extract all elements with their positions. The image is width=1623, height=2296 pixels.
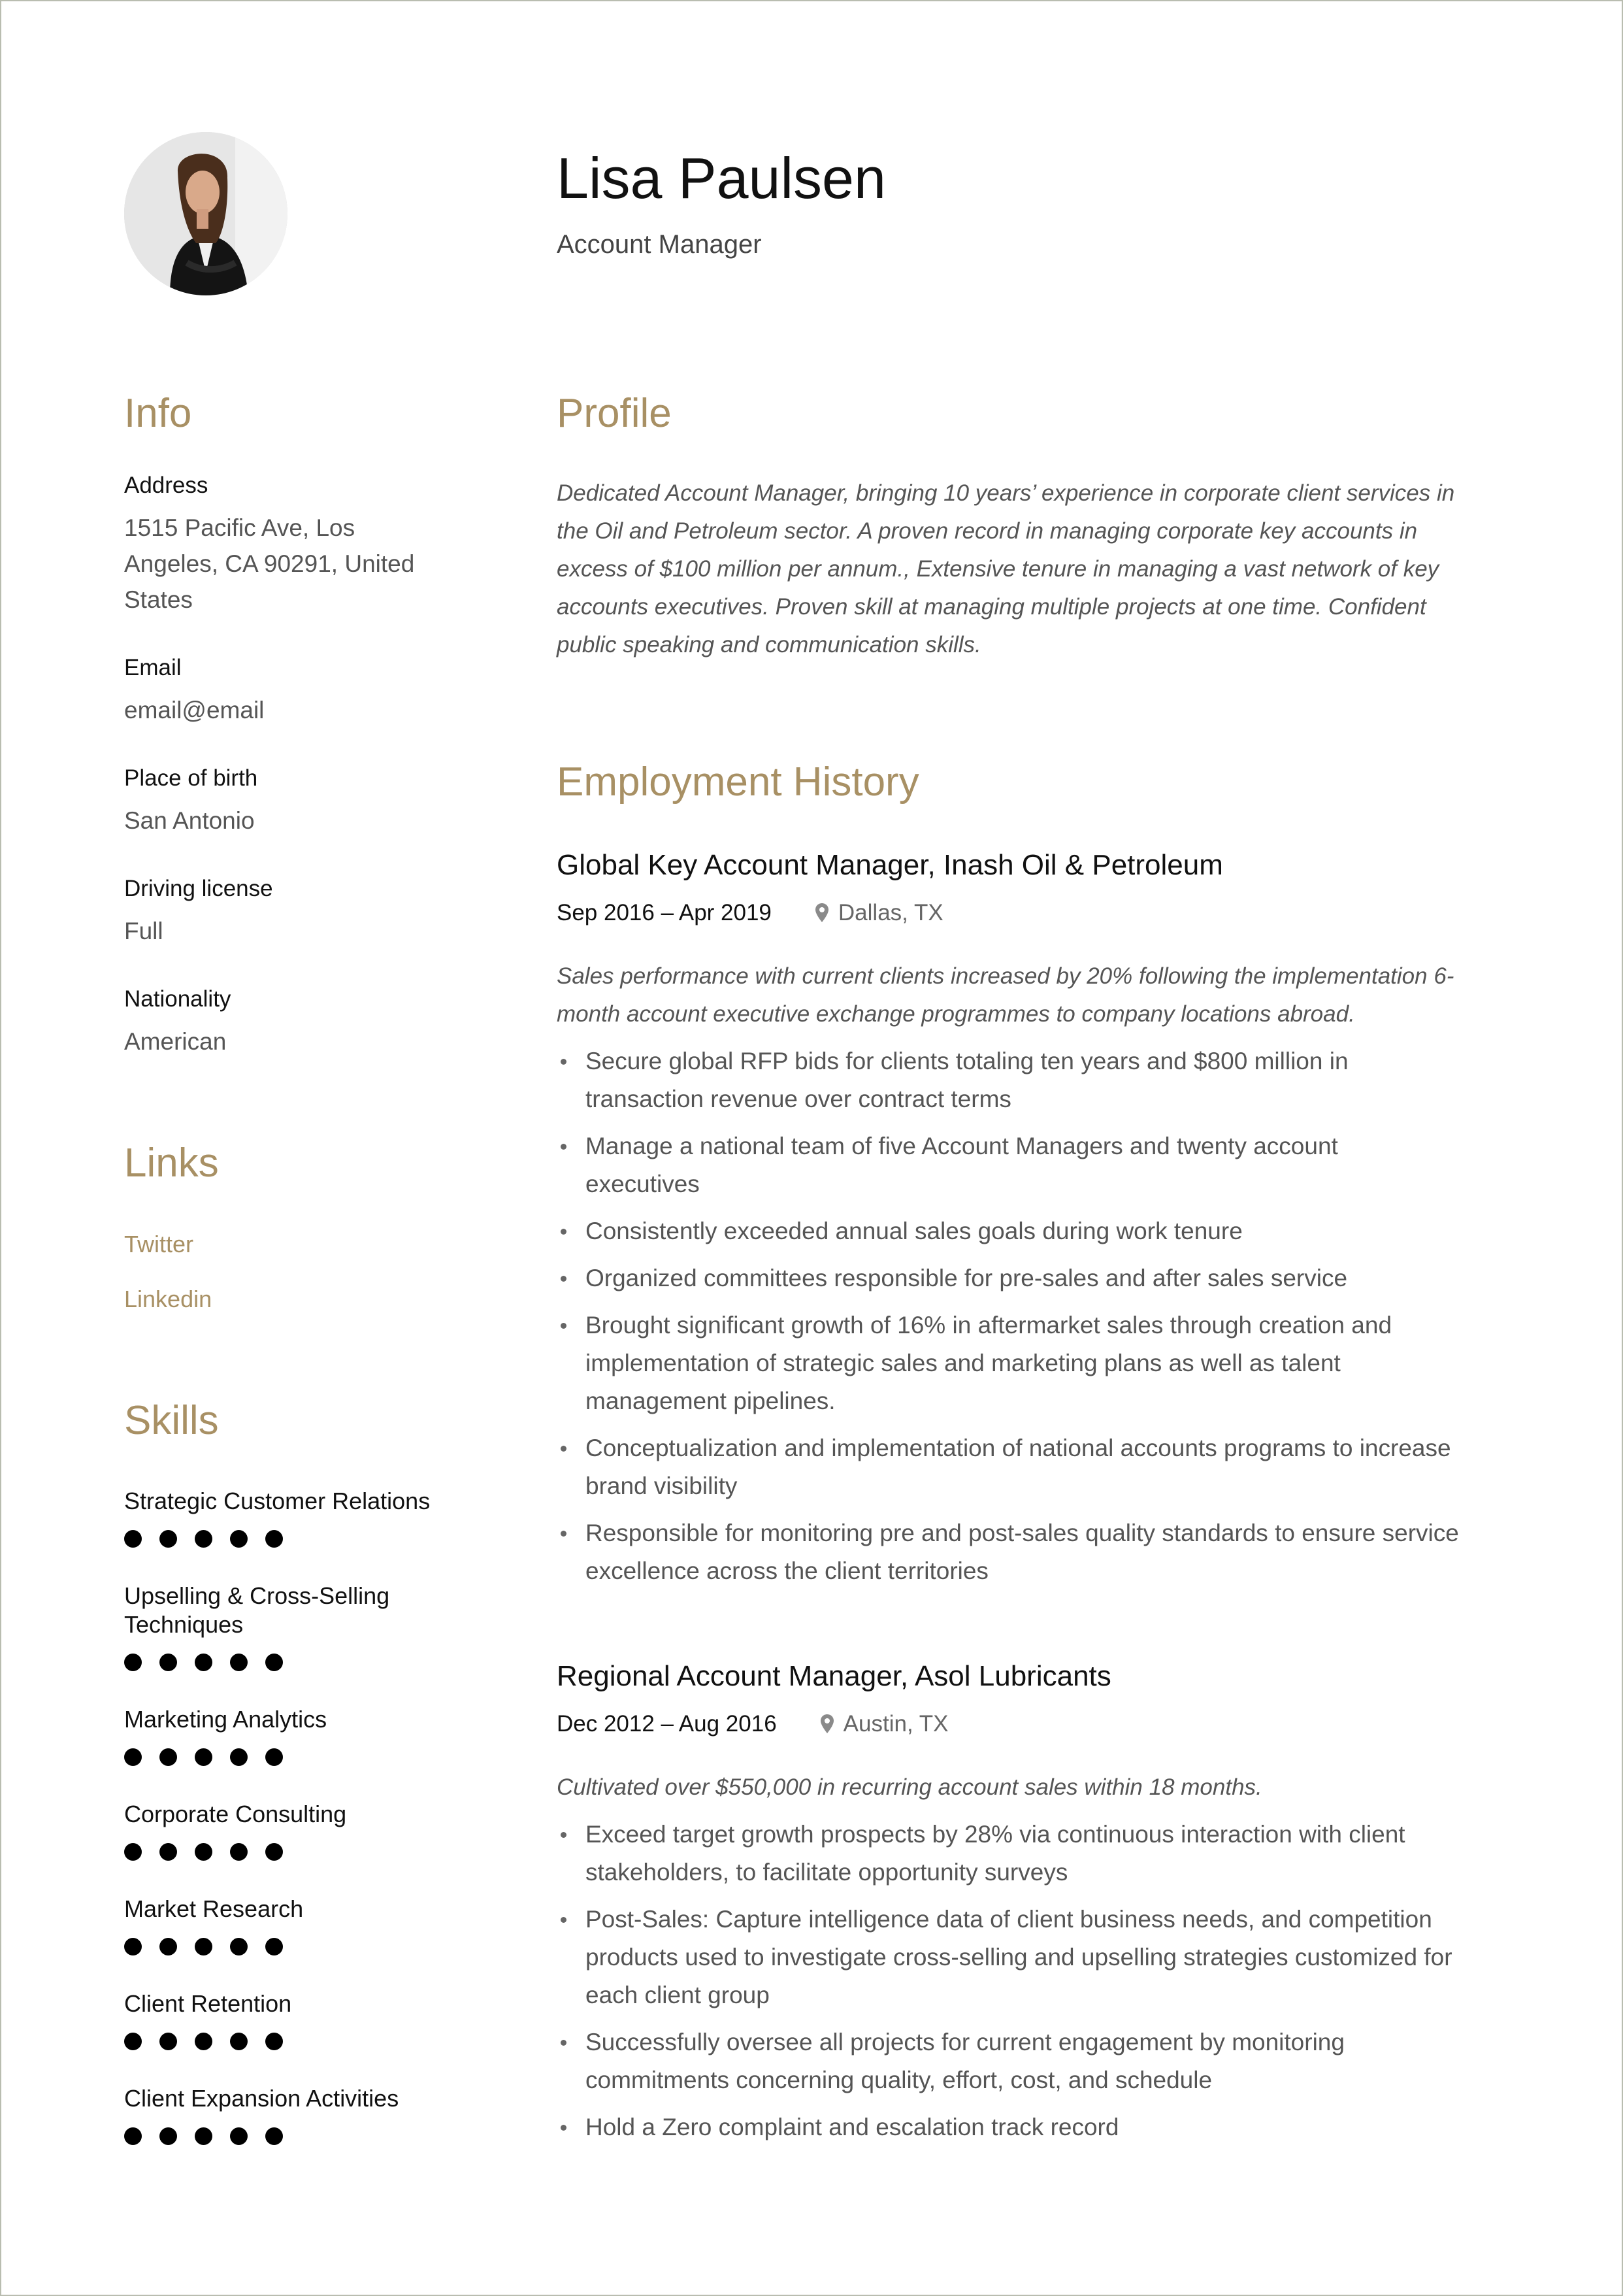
skill-level-dot [195,2033,212,2050]
profile-line: accounts executives. Proven skill at managing multiple projects at one time. Confident [557,594,1426,620]
job-summary [557,1769,1491,1806]
nationality-block [124,986,490,1059]
skill-item [124,1705,490,1766]
job-entry [557,1659,1491,2146]
job-bullet [557,1901,1491,2014]
location-pin-icon [820,1714,834,1735]
job-summary [557,957,1491,1033]
job-title: Global Key Account Manager, Inash Oil & Petroleum [557,849,1223,881]
job-entry [557,848,1491,1590]
job-bullet-line: commitments concerning quality, effort, cost, and schedule [585,2066,1213,2093]
license-block [124,875,490,949]
skill-level-dot [265,1843,283,1861]
skill-level-dot [265,2127,283,2145]
linkedin-link[interactable]: Linkedin [124,1286,212,1312]
skill-level-dot [124,1843,142,1861]
skill-level-dots [124,1654,490,1671]
skill-level-dot [124,1938,142,1955]
job-summary-line: Cultivated over $550,000 in recurring account sales within 18 months. [557,1774,1262,1800]
birth-block [124,765,490,839]
skill-item [124,2084,490,2145]
skill-level-dot [159,1530,177,1548]
job-bullet [557,1429,1491,1505]
skill-level-dot [159,1748,177,1766]
skill-level-dots [124,2033,490,2050]
job-dates: Sep 2016 – Apr 2019 [557,899,772,925]
bullet-dot-icon [561,1323,566,1329]
skill-level-dot [124,1654,142,1671]
skill-name: Upselling & Cross-Selling Techniques [124,1582,390,1638]
skill-item [124,1989,490,2050]
job-bullet-line: Brought significant growth of 16% in aftermarket sales through creation and [585,1311,1392,1339]
skill-level-dot [230,1938,248,1955]
skill-level-dot [159,2127,177,2145]
job-dates: Dec 2012 – Aug 2016 [557,1710,777,1737]
bullet-dot-icon [561,1531,566,1537]
address-line: States [124,586,193,613]
job-bullets [557,1816,1491,2146]
info-heading: Info [124,391,192,436]
job-bullet [557,1127,1491,1203]
skill-level-dot [230,1748,248,1766]
job-bullet-line: transaction revenue over contract terms [585,1085,1011,1112]
skill-level-dot [195,1843,212,1861]
job-bullet [557,1259,1491,1297]
license-label: Driving license [124,876,273,901]
profile-summary [557,474,1491,664]
job-location-text: Austin, TX [843,1710,949,1737]
address-block [124,472,490,618]
skill-level-dot [265,1654,283,1671]
skill-level-dot [265,1938,283,1955]
bullet-dot-icon [561,1276,566,1282]
job-bullet [557,1816,1491,1891]
job-bullet-line: brand visibility [585,1472,738,1499]
skill-level-dot [230,2033,248,2050]
links-heading: Links [124,1140,219,1186]
job-bullets [557,1042,1491,1590]
skill-level-dot [195,2127,212,2145]
skill-level-dot [195,1938,212,1955]
skill-name: Client Expansion Activities [124,2085,399,2112]
profile-line: excess of $100 million per annum., Extensive tenure in managing a vast network of key [557,556,1439,582]
job-bullet [557,1212,1491,1250]
profile-heading: Profile [557,391,672,436]
bullet-dot-icon [561,1229,566,1235]
job-bullet-line: Secure global RFP bids for clients totaling ten years and $800 million in [585,1047,1349,1074]
skill-level-dot [230,1843,248,1861]
location-pin-icon [815,903,829,923]
bullet-dot-icon [561,1832,566,1838]
candidate-title: Account Manager [557,230,762,259]
job-bullet-line: Responsible for monitoring pre and post-sales quality standards to ensure service [585,1519,1459,1546]
skill-level-dot [124,2033,142,2050]
profile-line: the Oil and Petroleum sector. A proven record in managing corporate key accounts in [557,518,1418,544]
email-label: Email [124,655,182,680]
bullet-dot-icon [561,1917,566,1923]
bullet-dot-icon [561,2040,566,2046]
job-bullet-line: executives [585,1170,700,1197]
job-bullet-line: implementation of strategic sales and marketing plans as well as talent [585,1349,1341,1376]
bullet-dot-icon [561,1446,566,1452]
skill-item [124,1582,490,1671]
jobs-list [557,848,1491,2146]
job-bullet [557,1306,1491,1420]
job-summary-line: Sales performance with current clients increased by 20% following the implementation 6- [557,963,1454,989]
employment-heading: Employment History [557,759,919,805]
skill-name: Market Research [124,1895,304,1922]
address-value [124,510,490,618]
skill-level-dot [195,1654,212,1671]
skills-heading: Skills [124,1398,219,1443]
job-bullet-line: Post-Sales: Capture intelligence data of client business needs, and competition [585,1905,1432,1933]
nationality-value: American [124,1028,227,1055]
job-bullet-line: Manage a national team of five Account Managers and twenty account [585,1132,1338,1159]
nationality-label: Nationality [124,986,231,1012]
profile-line: Dedicated Account Manager, bringing 10 years’ experience in corporate client services in [557,480,1455,506]
skill-level-dots [124,2127,490,2145]
skill-item [124,1800,490,1861]
job-bullet-line: products used to investigate cross-selling and upselling strategies customized for [585,1943,1452,1971]
email-block [124,654,490,728]
right-column [557,393,1491,2155]
bullet-dot-icon [561,1144,566,1150]
job-bullet-line: Hold a Zero complaint and escalation track record [585,2113,1119,2140]
skill-name: Marketing Analytics [124,1706,327,1733]
twitter-link[interactable]: Twitter [124,1231,194,1257]
job-bullet-line: Organized committees responsible for pre-sales and after sales service [585,1264,1348,1291]
job-title: Regional Account Manager, Asol Lubricants [557,1659,1111,1692]
job-bullet [557,2023,1491,2099]
job-bullet-line: Successfully oversee all projects for current engagement by monitoring [585,2028,1345,2055]
profile-photo [124,132,287,295]
profile-line: public speaking and communication skills. [557,632,981,657]
address-label: Address [124,473,208,498]
skill-level-dot [265,1530,283,1548]
skill-level-dot [265,1748,283,1766]
person-photo-illustration [124,132,287,295]
job-bullet-line: stakeholders, to facilitate opportunity surveys [585,1858,1068,1886]
skill-level-dot [230,1654,248,1671]
job-bullet [557,1042,1491,1118]
skill-level-dot [124,1530,142,1548]
job-bullet [557,2108,1491,2146]
skill-item [124,1487,490,1548]
email-value: email@email [124,697,265,724]
job-location [815,900,943,926]
skill-level-dot [230,2127,248,2145]
skill-level-dots [124,1843,490,1861]
address-line: Angeles, CA 90291, United [124,550,415,577]
skill-level-dot [195,1530,212,1548]
skill-item [124,1895,490,1955]
skill-level-dots [124,1938,490,1955]
skills-list [124,1487,490,2145]
skill-level-dot [195,1748,212,1766]
skill-level-dots [124,1530,490,1548]
skill-name: Corporate Consulting [124,1801,347,1827]
left-column [124,393,490,2145]
skill-name: Client Retention [124,1990,292,2017]
address-line: 1515 Pacific Ave, Los [124,514,355,541]
skill-level-dot [159,2033,177,2050]
job-bullet-line: Exceed target growth prospects by 28% via continuous interaction with client [585,1820,1405,1848]
birth-value: San Antonio [124,807,255,834]
job-meta [557,1711,1491,1737]
license-value: Full [124,918,163,944]
birth-label: Place of birth [124,765,258,791]
job-location-text: Dallas, TX [838,899,943,925]
job-location [820,1711,949,1737]
skill-name: Strategic Customer Relations [124,1488,431,1514]
job-bullet-line: management pipelines. [585,1387,836,1414]
job-summary-line: month account executive exchange programmes to company locations abroad. [557,1001,1355,1027]
skill-level-dot [159,1843,177,1861]
skill-level-dot [124,1748,142,1766]
job-bullet-line: excellence across the client territories [585,1557,989,1584]
job-bullet [557,1514,1491,1590]
skill-level-dot [265,2033,283,2050]
skill-level-dot [159,1654,177,1671]
skill-level-dot [159,1938,177,1955]
job-bullet-line: Conceptualization and implementation of national accounts programs to increase [585,1434,1451,1461]
skill-level-dot [124,2127,142,2145]
bullet-dot-icon [561,2125,566,2131]
candidate-name: Lisa Paulsen [557,146,886,210]
bullet-dot-icon [561,1059,566,1065]
skill-level-dots [124,1748,490,1766]
job-meta [557,900,1491,926]
job-bullet-line: each client group [585,1981,770,2008]
job-bullet-line: Consistently exceeded annual sales goals during work tenure [585,1217,1243,1244]
skill-level-dot [230,1530,248,1548]
